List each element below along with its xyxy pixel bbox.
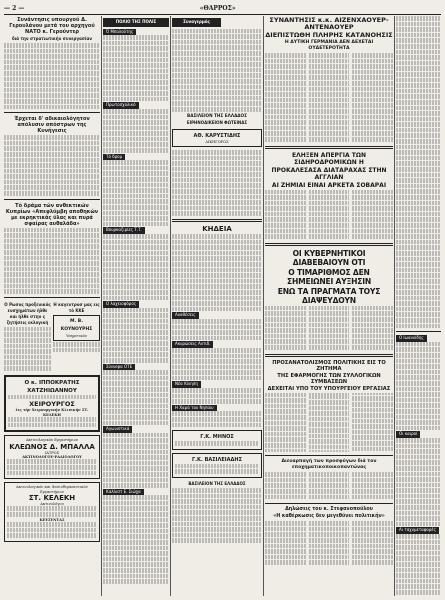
ad-name: ΚΛΕΩΝΟΣ Δ. ΜΠΑΛΛΑ [9, 442, 95, 451]
ad-name: Γ.Κ. ΒΑΣΙΛΕΙΑΔΗΣ [191, 456, 243, 463]
ad-title: Ακτινολογικόν Εργαστήριον [25, 438, 79, 443]
radiology-ad [4, 435, 100, 479]
main-headline: ΟΙ ΚΥΒΕΡΝΗΤΙΚΟΙ ΔΙΑΒΕΒΑΙΟΥΝ ΟΤΙ [292, 248, 366, 267]
ad-specialty: ΑΚΤΙΝΟΛΟΓΟΥ-ΡΑΔΙΟΛΟΓΟΥ [22, 454, 82, 459]
column-2 [103, 16, 169, 596]
notice-heading: ΒΑΣΙΛΕΙΟΝ ΤΗΣ ΕΛΛΑΔΟΣ [187, 112, 247, 118]
main-headline: Ο ΤΙΜΑΡΙΘΜΟΣ ΔΕΝ ΣΗΜΕΙΩΝΕΙ ΑΥΞΗΣΙΝ [286, 267, 372, 286]
column-divider [263, 16, 264, 596]
main-headline: ΠΡΟΣΑΝΑΤΟΛΙΣΜΟΣ ΠΟΛΙΤΙΚΗΣ ΕΙΣ ΤΟ ΖΗΤΗΜΑ [272, 359, 386, 372]
ad-place: ΚΕΥΣΥΝΤΑΣ [39, 517, 65, 522]
name-ad [172, 453, 262, 478]
main-headline: ΕΝΩ ΤΑ ΠΡΑΓΜΑΤΑ ΤΟΥΣ ΔΙΑΨΕΥΔΟΥΝ [277, 286, 381, 305]
column-divider [101, 16, 102, 596]
notice-heading: ΒΑΣΙΛΕΙΟΝ ΤΗΣ ΕΛΛΑΔΟΣ [188, 481, 246, 486]
ad-name: ΣΤ. ΚΕΛΕΚΗ [28, 493, 76, 502]
notice-subheading: ΕΙΡΗΝΟΔΙΚΕΙΟΝ ΦΩΤΕΙΝΑΣ [186, 119, 248, 125]
subsection-title: Η Χαρά του Νηπίου [172, 405, 217, 412]
subsection-title: Σύννεφα ΟΤΕ [103, 364, 135, 371]
ad-role: ΙΑΤΡΟΣ [44, 450, 60, 455]
column-divider [170, 16, 171, 596]
subsection-title: Ο Ιωαννίδης [396, 335, 427, 342]
main-headline: ΤΗΣ ΕΦΑΡΜΟΓΗΣ ΤΩΝ ΣΥΛΛΟΓΙΚΩΝ ΣΥΜΒΑΣΕΩΝ [277, 372, 381, 385]
main-headline: ΔΕΧΕΙΤΑΙ ΥΠΟ ΤΟΥ ΥΠΟΥΡΓΕΙΟΥ ΕΡΓΑΣΙΑΣ [267, 385, 391, 392]
column-3 [172, 16, 262, 596]
subsection-title: Οι καιροί [396, 431, 420, 438]
main-headline: ΠΡΟΚΑΛΕΣΑΣΑ ΔΙΑΤΑΡΑΧΑΣ ΣΤΗΝ ΑΓΓΛΙΑΝ [271, 166, 387, 181]
section-tag: ΠΟΛΙΟ ΤΗΣ ΠΟΛΙΣ [103, 18, 169, 27]
name-ad [172, 430, 262, 450]
ad-role: Ακτινολόγου [40, 501, 64, 506]
subsection-title: Νέα Κίνηση [172, 381, 201, 388]
article-headline: Διευαρπαγή των προσφύγων διά τον εποχηματικοποικοπαντώνας [281, 459, 377, 471]
obituary-title: ΚΗΔΕΙΑ [202, 225, 232, 234]
section-tag: Συναγερμός [172, 18, 221, 27]
main-headline: ΔΙΕΠΙΣΤΩΘΗ ΠΛΗΡΗΣ ΚΑΤΑΝΟΗΣΙΣ [265, 31, 393, 39]
article-headline: Η καγεντροσ μας εις τό ΚΚΕ [53, 301, 100, 313]
article-headline: Ο Ρωσος προξενικός ενσχημάτων ήλθε και ήλθε στην ς ζητήσεις εκλογική [4, 301, 51, 325]
subsection-title: Αι ταχυμεταφορές [396, 527, 439, 534]
main-headline: ΣΥΝΑΝΤΗΣΙΣ κ.κ. ΑΙΖΕΝΧΑΟΥΕΡ-ΑΝΤΕΝΑΟΥΕΡ [269, 16, 389, 31]
ad-name: ΑΘ. ΚΑΡΥΣΤΙΔΗΣ [193, 132, 241, 139]
article-headline: Έρχεται δ' αδικαιολόγητον απόλυσιν απόστρων της Κυνήγεσις [14, 116, 90, 135]
subsection-title: Αναθέσεις [172, 312, 199, 319]
main-subheadline: Η ΔΥΤΙΚΗ ΓΕΡΜΑΝΙΑ ΔΕΝ ΔΕΧΕΤΑΙ ΟΥΔΕΤΕΡΟΤΗΤΑ [284, 40, 374, 51]
subsection-title: Τό δρομ [103, 154, 125, 161]
subsection-title: Βουρκαζιρίες Τ.Τ. [103, 227, 145, 234]
ad-name: Μ. Β. ΚΟΥΝΟΥΡΗΣ [60, 318, 93, 332]
physio-ad [4, 482, 100, 542]
ad-name: ΙΠΠΟΚΡΑΤΗΣ ΧΑΤΖΗΙΩΑΝΝΟΥ [27, 379, 80, 394]
article-headline: Τό δράμα τών ανθεκτικών Κυπρίων «Απεφλύμβη αποθηκών με εκρηκτικάς ύλας και πυρά σφαίρας αυθαλάδα» [5, 202, 99, 227]
main-headline: ΑΙ ΖΗΜΙΑΙ ΕΙΝΑΙ ΑΡΚΕΤΑ ΣΟΒΑΡΑΙ [271, 181, 387, 189]
column-4 [265, 16, 393, 596]
ad-clinic: ἐις τήν Χειρουργικήν Κλινικήν ΣΤ. ΚΕΛΕΚΗ [15, 408, 89, 417]
subsection-title: Πρωτοσχολικό [103, 102, 139, 109]
ad-prefix: Ο κ. [24, 379, 38, 386]
article-headline: Δηλώσεις του κ. Στεφανοπούλου [285, 507, 373, 513]
lawyer-ad [172, 129, 262, 147]
ad-specialty: ΧΕΙΡΟΥΡΓΟΣ [29, 400, 75, 409]
page-number: — 2 — [4, 4, 25, 12]
ad-name: Γ.Κ. ΜΗΝΟΣ [200, 434, 234, 441]
doctor-ad [4, 375, 100, 433]
subsection-title: Ο λαχειοφόρος [103, 301, 139, 308]
paper-name: «ΘΑΡΡΟΣ» [199, 4, 236, 12]
ad-role: ΔΙΚΗΓΟΡΟΣ [205, 139, 229, 144]
subsection-title: Ακυρώσεις Αντιδ. [172, 341, 213, 348]
article-subheadline: «Η καθέρκωσις δεν μεγεθύνει πολιτικήν» [273, 514, 385, 520]
page-header [4, 2, 441, 15]
small-ad [53, 315, 100, 341]
column-1 [4, 16, 100, 596]
main-headline: ΕΛΗΞΕΝ ΑΠΕΡΓΙΑ ΤΩΝ ΣΙΔΗΡΟΔΡΟΜΙΚΩΝ Η [292, 151, 366, 166]
subsection-title: Αγωνιστικά [103, 426, 132, 433]
article-headline: Συνάντησις υπουργού Δ. Γερουλάνου μετά του αρχηγού ΝΑΤΟ κ. Γερούντερ [9, 17, 95, 35]
ad-role: Υπηρετικόν [66, 333, 87, 338]
column-5 [396, 16, 441, 596]
subsection-title: Καλλιστ Ε. Σιώχα [103, 489, 144, 496]
article-subheadline: διά την στρατιωτικήν συνεργασίαν [12, 36, 92, 41]
ad-title: Ακτινολογικόν και Φυσιοθεραπευτικόν Εργαστήριον [16, 485, 88, 494]
subsection-title: Ό Μπολούτης [103, 29, 136, 36]
column-divider [394, 16, 395, 596]
